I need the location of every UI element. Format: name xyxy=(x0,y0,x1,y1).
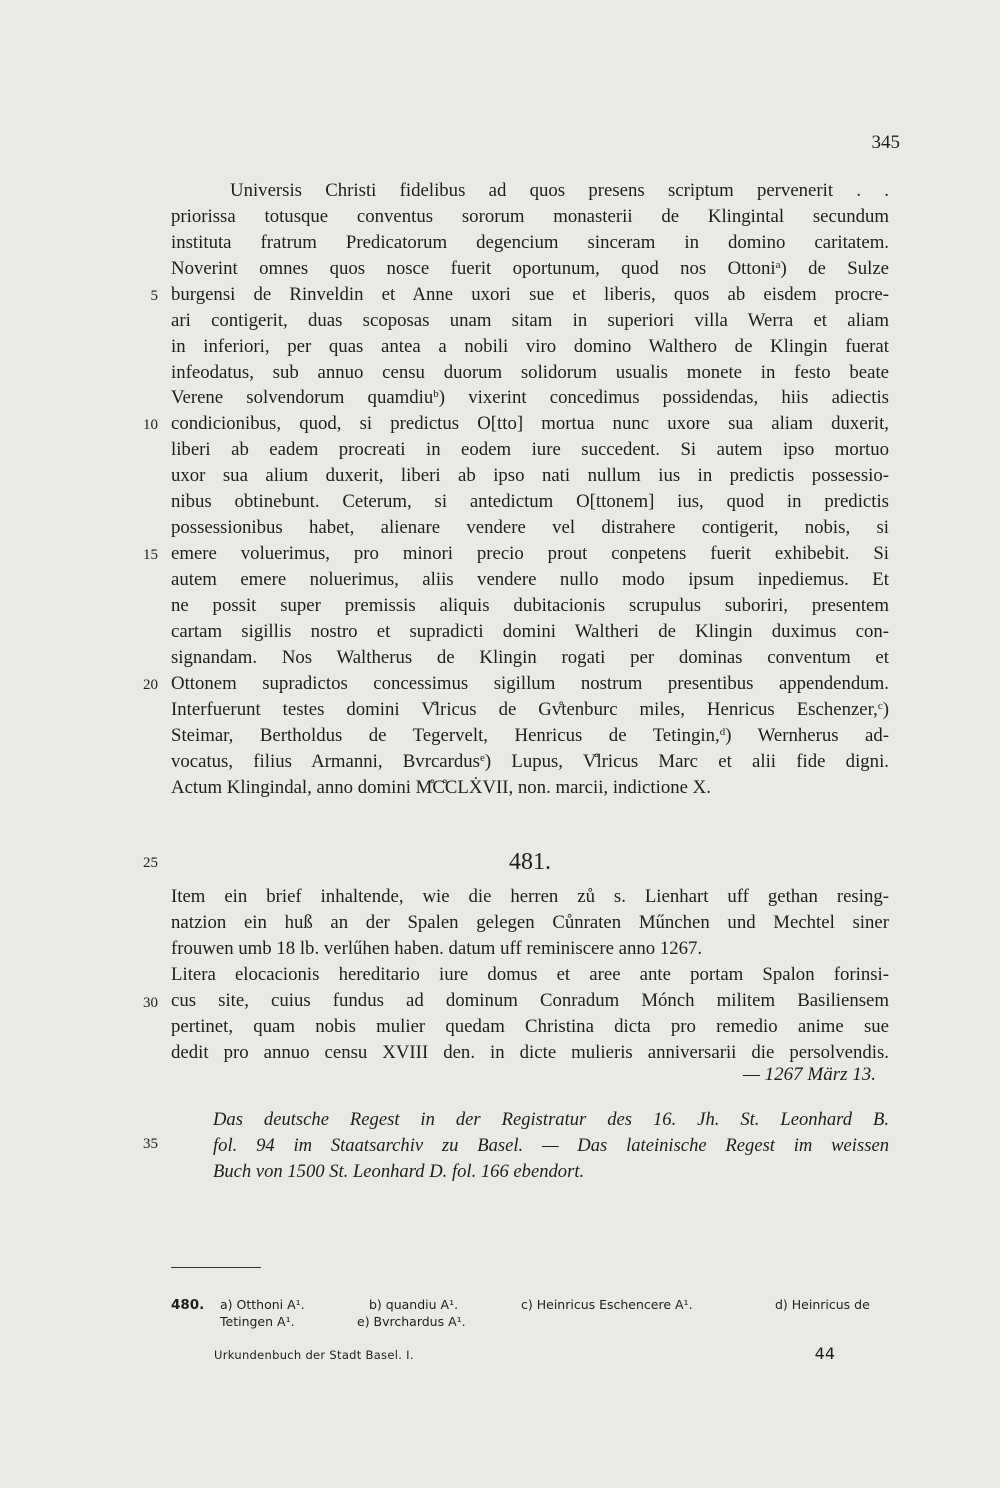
footnote-mark: d xyxy=(719,726,726,738)
footnote-mark: b xyxy=(433,388,439,400)
charter-line xyxy=(171,256,889,282)
charter-line: infeodatus, sub annuo censu duorum solidorum usualis monete in festo beate xyxy=(171,362,889,383)
charter-line-text: Steimar, Bertholdus de Tegervelt, Henricus de Tetingin, xyxy=(171,725,720,746)
line-number: 20 xyxy=(143,677,158,693)
source-line: fol. 94 im Staatsarchiv zu Basel. — Das lateinische Regest im weissen xyxy=(213,1135,889,1156)
charter-line: uxor sua alium duxerit, liberi ab ipso nati nullum ius in predictis possessio- xyxy=(171,465,889,486)
charter-line-rest: ) Wernherus ad- xyxy=(725,725,889,746)
line-number: 35 xyxy=(143,1136,158,1152)
charter-line: emere voluerimus, pro minori precio prout conpetens fuerit exhibebit. Si xyxy=(171,543,889,564)
line-number: 25 xyxy=(143,855,158,871)
charter-line: Ottonem supradictos concessimus sigillum nostrum presentibus appendendum. xyxy=(171,673,889,694)
charter-line: in inferiori, per quas antea a nobili viro domino Walthero de Klingin fuerat xyxy=(171,336,889,357)
charter-line-rest: ) vixerint concedimus possidendas, hiis adiectis xyxy=(438,387,889,408)
charter-line xyxy=(171,749,889,775)
regest-line: pertinet, quam nobis mulier quedam Christina dicta pro remedio anime sue xyxy=(171,1016,889,1037)
charter-line-text: vocatus, filius Armanni, Bvrcardus xyxy=(171,751,480,772)
charter-line-text: Interfuerunt testes domini V̊lricus de Gv̊tenburc miles, Henricus Eschenzer, xyxy=(171,699,878,720)
charter-line: burgensi de Rinveldin et Anne uxori sue et liberis, quos ab eisdem procre- xyxy=(171,284,889,305)
charter-line-rest: ) de Sulze xyxy=(780,258,889,279)
regest-line: frouwen umb 18 lb. verlűhen haben. datum uff reminiscere anno 1267. xyxy=(171,938,703,959)
footnote-label: 480. xyxy=(171,1297,205,1313)
charter-line: possessionibus habet, alienare vendere vel distrahere contigerit, nobis, si xyxy=(171,517,889,538)
charter-line: nibus obtinebunt. Ceterum, si antedictum O[ttonem] ius, quod in predictis xyxy=(171,491,889,512)
footnote-mark: e xyxy=(479,752,485,764)
charter-line: condicionibus, quod, si predictus O[tto] mortua nunc uxore sua aliam duxerit, xyxy=(171,413,889,434)
source-line: Das deutsche Regest in der Registratur des 16. Jh. St. Leonhard B. xyxy=(213,1109,889,1130)
line-number: 30 xyxy=(143,995,158,1011)
document-number: 481. xyxy=(509,849,551,875)
charter-line: Universis Christi fidelibus ad quos presens scriptum pervenerit . . xyxy=(230,180,889,201)
charter-line: autem emere noluerimus, aliis vendere nullo modo ipsum inpediemus. Et xyxy=(171,569,889,590)
regest-line: cus site, cuius fundus ad dominum Conradum Mónch militem Basiliensem xyxy=(171,990,889,1011)
footer-sheet-number: 44 xyxy=(814,1344,835,1363)
footnote-e: e) Bvrchardus A¹. xyxy=(357,1314,466,1329)
charter-line-rest: ) xyxy=(882,699,889,720)
charter-line: ari contigerit, duas scoposas unam sitam in superiori villa Werra et aliam xyxy=(171,310,889,331)
footnote-d: d) Heinricus de xyxy=(775,1297,870,1312)
line-number: 10 xyxy=(143,417,158,433)
charter-line: cartam sigillis nostro et supradicti domini Waltheri de Klingin duximus con- xyxy=(171,621,889,642)
charter-line: instituta fratrum Predicatorum degencium sinceram in domino caritatem. xyxy=(171,232,889,253)
regest-line: dedit pro annuo censu XVIII den. in dicte mulieris anniversarii die persolvendis. xyxy=(171,1042,889,1063)
charter-line-text: Verene solvendorum quamdiu xyxy=(171,387,434,408)
page-number: 345 xyxy=(871,132,900,153)
footnote-mark: c xyxy=(877,700,883,712)
charter-line-rest: ) Lupus, V̊lricus Marc et alii fide digni. xyxy=(484,751,889,772)
footnote-rule xyxy=(171,1267,261,1268)
line-number: 5 xyxy=(150,288,158,304)
charter-line: signandam. Nos Waltherus de Klingin rogati per dominas conventum et xyxy=(171,647,889,668)
charter-line: Actum Klingindal, anno domini M̊C̊CLẊVII, non. marcii, indictione X. xyxy=(171,777,711,798)
footnote-d-continued: Tetingen A¹. xyxy=(220,1314,295,1329)
footnote-mark: a xyxy=(775,259,781,271)
footnote-a: a) Otthoni A¹. xyxy=(220,1297,305,1312)
footnote-c: c) Heinricus Eschencere A¹. xyxy=(521,1297,693,1312)
source-line: Buch von 1500 St. Leonhard D. fol. 166 ebendort. xyxy=(213,1161,585,1182)
charter-line: liberi ab eadem procreati in eodem iure succedent. Si autem ipso mortuo xyxy=(171,439,889,460)
charter-line xyxy=(171,697,889,723)
regest-line: Litera elocacionis hereditario iure domus et aree ante portam Spalon forinsi- xyxy=(171,964,889,985)
charter-line: ne possit super premissis aliquis dubitacionis scrupulus suboriri, presentem xyxy=(171,595,889,616)
footnote-b: b) quandiu A¹. xyxy=(369,1297,459,1312)
regest-line: natzion ein huß an der Spalen gelegen Cůnraten Műnchen und Mechtel siner xyxy=(171,912,889,933)
charter-line xyxy=(171,385,889,411)
regest-line: Item ein brief inhaltende, wie die herren zů s. Lienhart uff gethan resing- xyxy=(171,886,889,907)
charter-line: priorissa totusque conventus sororum monasterii de Klingintal secundum xyxy=(171,206,889,227)
charter-line xyxy=(171,723,889,749)
line-number: 15 xyxy=(143,547,158,563)
charter-line-text: Noverint omnes quos nosce fuerit oportunum, quod nos Ottoni xyxy=(171,258,776,279)
footer-title: Urkundenbuch der Stadt Basel. I. xyxy=(214,1348,414,1362)
date-line: — 1267 März 13. xyxy=(742,1064,876,1085)
